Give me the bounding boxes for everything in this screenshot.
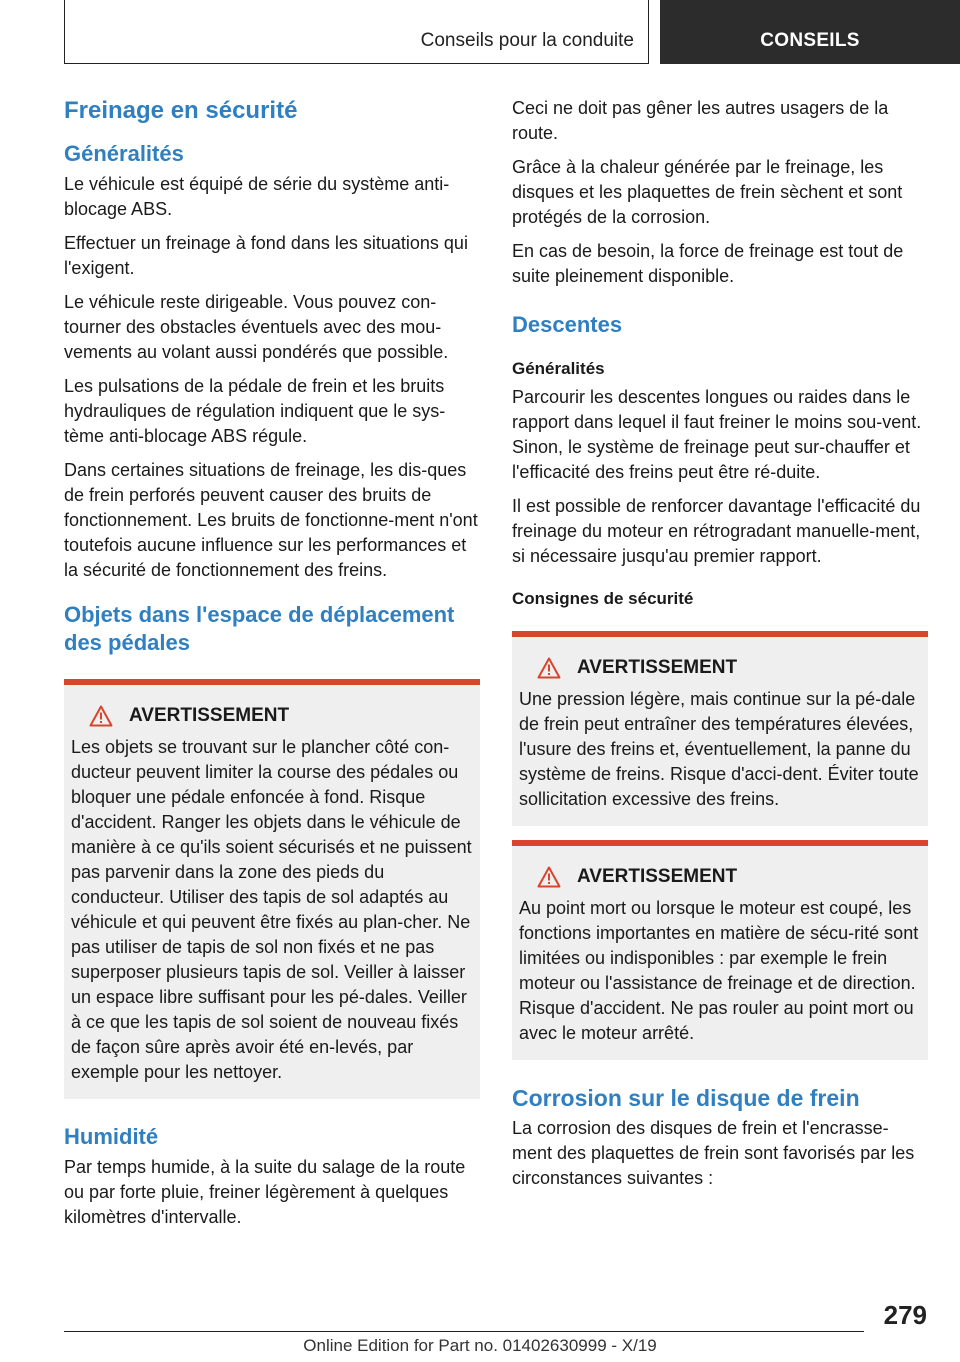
paragraph: Le véhicule est équipé de série du système anti-blocage ABS. <box>64 174 450 219</box>
header-chapter-title: CONSEILS <box>760 30 860 51</box>
heading-corrosion: Corrosion sur le disque de frein <box>512 1085 860 1111</box>
warning-box <box>512 840 928 1060</box>
warning-text: Une pression légère, mais continue sur la pé-dale de frein peut entraîner des températures élevées, l'usure des freins et, éventuellement, la panne du système de freins. Risque d'acci-dent. Éviter toute sollicitation excessive des freins. <box>519 689 919 809</box>
warning-title-text: AVERTISSEMENT <box>577 657 738 678</box>
header-chapter-tab <box>660 0 960 64</box>
warning-title <box>537 864 922 890</box>
subheading-generalites: Généralités <box>512 359 605 378</box>
paragraph: Parcourir les descentes longues ou raides dans le rapport dans lequel il faut freiner le moins sou-vent. Sinon, le système de freinage peut sur-chauffer et l'efficacité des freins peut être ré-duite. <box>512 387 922 482</box>
heading-descentes: Descentes <box>512 312 623 337</box>
header-section-box <box>64 0 649 64</box>
page-number: 279 <box>883 1300 927 1330</box>
paragraph: Effectuer un freinage à fond dans les situations qui l'exigent. <box>64 233 468 278</box>
paragraph: En cas de besoin, la force de freinage est tout de suite pleinement disponible. <box>512 241 904 286</box>
warning-triangle-icon <box>89 705 113 727</box>
warning-triangle-icon <box>537 657 561 679</box>
paragraph: Les pulsations de la pédale de frein et les bruits hydrauliques de régulation indiquent que le sys-tème anti-blocage ABS régule. <box>64 376 446 446</box>
left-column <box>64 96 480 1239</box>
paragraph: La corrosion des disques de frein et l'encrasse-ment des plaquettes de frein sont favorisés par les circonstances suivantes : <box>512 1118 915 1188</box>
warning-text: Au point mort ou lorsque le moteur est coupé, les fonctions importantes en matière de sécu-rité sont limitées ou indisponibles : par exemple le frein moteur ou l'assistance de freinage et de direction. Risque d'accident. Ne pas rouler au point mort ou avec le moteur arrêté. <box>519 898 919 1043</box>
header-section-title: Conseils pour la conduite <box>420 30 634 51</box>
paragraph: Le véhicule reste dirigeable. Vous pouvez con-tourner des obstacles éventuels avec des mou-vements au volant aussi pondérés que possible. <box>64 292 449 362</box>
heading-objets: Objets dans l'espace de déplacement des pédales <box>64 602 455 655</box>
right-column <box>512 96 928 1200</box>
heading-humidite: Humidité <box>64 1124 159 1149</box>
footer-edition-text: Online Edition for Part no. 01402630999 - X/19 <box>303 1336 657 1355</box>
heading-generalites: Généralités <box>64 141 184 166</box>
warning-text: Les objets se trouvant sur le plancher côté con-ducteur peuvent limiter la course des pédales ou bloquer une pédale enfoncée à fond. Risque d'accident. Ranger les objets dans le véhicule de manière à ce qu'ils soient sécurisés et ne puissent pas parvenir dans la zone des pieds du conducteur. Utiliser des tapis de sol adaptés au véhicule et qui peuvent être fixés au plan-cher. Ne pas utiliser de tapis de sol non fixés et ne pas superposer plusieurs tapis de sol. Veiller à laisser un espace libre suffisant pour les pé-dales. Veiller à ce que les tapis de sol soient de nouveau fixés de façon sûre après avoir été en-levés, par exemple pour les nettoyer. <box>71 737 472 1082</box>
footer-divider <box>64 1331 864 1332</box>
paragraph: Il est possible de renforcer davantage l'efficacité du freinage du moteur en rétrogradant manuelle-ment, si nécessaire jusqu'au premier rapport. <box>512 496 921 566</box>
page-title: Freinage en sécurité <box>64 97 298 124</box>
warning-triangle-icon <box>537 866 561 888</box>
subheading-consignes: Consignes de sécurité <box>512 589 694 608</box>
warning-box <box>64 679 480 1099</box>
paragraph: Par temps humide, à la suite du salage de la route ou par forte pluie, freiner légèrement à quelques kilomètres d'intervalle. <box>64 1157 466 1227</box>
paragraph: Grâce à la chaleur générée par le freinage, les disques et les plaquettes de frein sèchent et sont protégés de la corrosion. <box>512 157 903 227</box>
paragraph: Dans certaines situations de freinage, les dis-ques de frein perforés peuvent causer des bruits de fonctionnement. Les bruits de fonctionne-ment n'ont toutefois aucune influence sur les performances et la sécurité de fonctionnement des freins. <box>64 460 478 580</box>
warning-title-text: AVERTISSEMENT <box>577 866 738 887</box>
warning-title <box>537 655 922 681</box>
paragraph: Ceci ne doit pas gêner les autres usagers de la route. <box>512 98 889 143</box>
warning-title-text: AVERTISSEMENT <box>129 705 290 726</box>
warning-title <box>89 703 474 729</box>
warning-box <box>512 631 928 826</box>
